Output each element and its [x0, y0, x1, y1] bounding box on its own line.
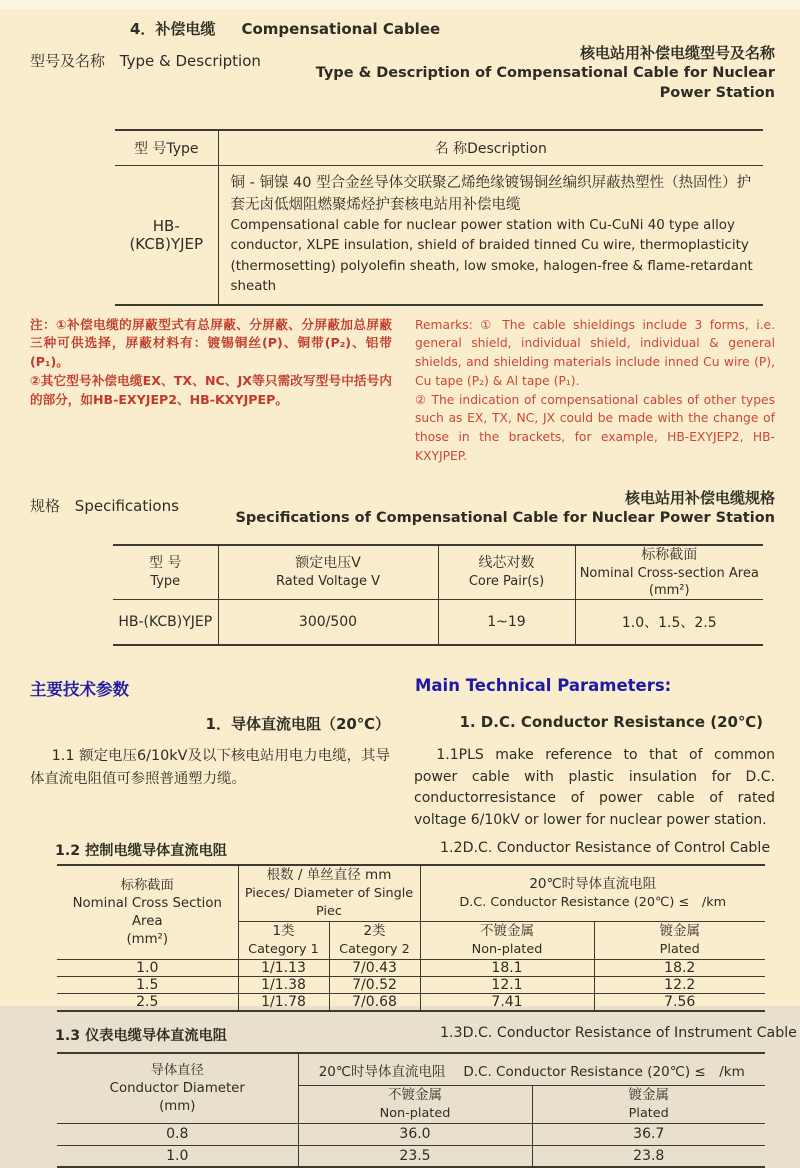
spec-col-crosssection-zh: 标称截面 [641, 546, 698, 563]
type-description-table [115, 129, 763, 306]
control-group-resistance-en: D.C. Conductor Resistance (20℃) ≤ /km [459, 895, 727, 911]
remarks-en-line2: ② The indication of compensational cables of other types such as EX, TX, NC, JX could be made with the change of those in the brackets, for example, HB-EXYJEP2, HB-KXYJPEP. [415, 392, 775, 464]
instrument-col-diameter [57, 1053, 298, 1123]
control-cell: 7/0.52 [329, 977, 420, 994]
spec-col-corepairs [438, 545, 575, 600]
instrument-col-nonplated [298, 1085, 532, 1123]
paragraph-1-1-en: 1.1PLS make reference to that of common power cable with plastic insulation for D.C. conductorresistance of power cable of rated voltage 6/10kV or lower for nuclear power station. [414, 747, 775, 828]
instrument-col-plated-en: Plated [628, 1105, 669, 1121]
spec-label-en: Specifications [74, 496, 179, 515]
type-col-header [115, 130, 218, 165]
instrument-cell: 36.0 [298, 1123, 532, 1145]
section-1-2-en: 1.2D.C. Conductor Resistance of Control Cable [440, 840, 771, 857]
spec-col-corepairs-zh: 线芯对数 [478, 555, 535, 572]
control-group-resistance-zh: 20℃时导体直流电阻 [529, 876, 657, 893]
control-col-nonplated [420, 922, 594, 960]
description-en: Compensational cable for nuclear power station with Cu-CuNi 40 type alloy conductor, XLPE insulation, shield of braided tinned Cu wire, thermoplasticity (thermosetting) polyolefin sheath, low smoke, halogen-free & flame-retardant sheath [230, 217, 753, 294]
control-col-area-text [61, 877, 234, 949]
remarks-en [415, 316, 775, 466]
control-col-nonplated-en: Non-plated [471, 942, 543, 958]
spec-col-crosssection-en: Nominal Cross-section Area (mm²) [579, 565, 759, 598]
control-cell: 12.1 [420, 977, 594, 994]
control-col-nonplated-zh: 不镀金属 [480, 923, 534, 940]
section-1-3-zh: 1.3 仪表电缆导体直流电阻 [55, 1028, 227, 1045]
spec-label-zh: 规格 [30, 496, 61, 515]
table-row [115, 165, 763, 305]
control-cell: 18.1 [420, 960, 594, 977]
instrument-group-resistance: 20℃时导体直流电阻 D.C. Conductor Resistance (20℃) ≤ /km [298, 1053, 765, 1085]
paragraph-1-1-zh: 1.1 额定电压6/10kV及以下核电站用电力电缆，其导体直流电阻值可参照普通塑力缆。 [30, 748, 390, 787]
instrument-col-nonplated-zh: 不镀金属 [388, 1086, 442, 1103]
type-description-header [30, 43, 775, 103]
page-title [130, 0, 800, 38]
control-cell: 2.5 [57, 994, 238, 1012]
main-parameters-zh: 主要技术参数 [30, 680, 129, 700]
remarks-zh-line2: ②其它型号补偿电缆EX、TX、NC、JX等只需改写型号中括号内的部分，如HB-EXYJEP2、HB-KXYJPEP。 [30, 372, 392, 407]
control-col-category1 [238, 922, 329, 960]
spec-label [30, 488, 179, 528]
desc-col-header-en: Description [467, 140, 547, 157]
control-cell: 18.2 [594, 960, 765, 977]
section-right-title [261, 43, 775, 103]
type-col-header-en: Type [166, 140, 199, 157]
control-col-plated-zh: 镀金属 [659, 923, 700, 940]
control-col-category1-en: Category 1 [248, 942, 319, 958]
section-label-zh: 型号及名称 [30, 52, 106, 70]
spec-crosssection-value: 1.0、1.5、2.5 [575, 599, 763, 645]
control-cell: 7.56 [594, 994, 765, 1012]
instrument-col-diameter-zh: 导体直径 [150, 1062, 204, 1078]
spec-header-row [113, 545, 763, 600]
control-cell: 12.2 [594, 977, 765, 994]
control-cell: 1/1.13 [238, 960, 329, 977]
instrument-cell: 23.8 [532, 1145, 765, 1167]
control-data-row [57, 994, 765, 1012]
instrument-resistance-table [57, 1052, 765, 1168]
control-cell: 1.5 [57, 977, 238, 994]
type-value-cell: HB-(KCB)YJEP [115, 165, 218, 305]
control-cell: 7.41 [420, 994, 594, 1012]
type-col-header-zh: 型 号 [133, 140, 167, 157]
spec-col-voltage-zh: 额定电压V [295, 555, 361, 572]
remarks-en-line1: Remarks: ① The cable shieldings include 3 forms, i.e. general shield, individual shield, individual & general shields, and shielding materials include inned Cu wire (P), Cu tape (P₂) & Al tape (P₁). [415, 317, 775, 388]
control-col-area-en: Nominal Cross Section Area [72, 895, 222, 929]
control-col-category2-en: Category 2 [339, 942, 410, 958]
control-resistance-table [57, 864, 765, 1012]
specifications-header [30, 488, 775, 528]
control-header-group-row [57, 865, 765, 922]
specifications-table [113, 544, 763, 647]
instrument-cell: 23.5 [298, 1145, 532, 1167]
right-title-en: Type & Description of Compensational Cable for Nuclear Power Station [315, 65, 775, 101]
spec-col-type [113, 545, 218, 600]
spec-right-title-zh: 核电站用补偿电缆规格 [624, 488, 775, 507]
spec-corepairs-value: 1~19 [438, 599, 575, 645]
control-cell: 7/0.68 [329, 994, 420, 1012]
control-group-pieces-en: Pieces/ Diameter of Single Piec [244, 886, 414, 920]
control-data-row [57, 960, 765, 977]
instrument-col-diameter-text [61, 1062, 294, 1116]
control-cell: 1/1.78 [238, 994, 329, 1012]
spec-voltage-value: 300/500 [218, 599, 438, 645]
instrument-cell: 0.8 [57, 1123, 298, 1145]
control-col-category2 [329, 922, 420, 960]
paragraph-1-1 [30, 745, 775, 831]
spec-right-title-en: Specifications of Compensational Cable for Nuclear Power Station [235, 509, 775, 526]
section-1-3-heading [55, 1025, 800, 1043]
control-cell: 7/0.43 [329, 960, 420, 977]
instrument-col-diameter-en: Conductor Diameter [109, 1080, 245, 1096]
section-1-2-heading [55, 840, 800, 858]
section-1-3-en: 1.3D.C. Conductor Resistance of Instrument Cable [440, 1025, 797, 1042]
spec-type-value: HB-(KCB)YJEP [113, 599, 218, 645]
desc-col-header-zh: 名 称 [434, 140, 468, 157]
main-parameters-heading [30, 676, 775, 700]
control-group-resistance [420, 865, 765, 922]
control-col-area [57, 865, 238, 960]
control-col-category1-zh: 1类 [272, 923, 295, 940]
control-cell: 1.0 [57, 960, 238, 977]
description-zh: 铜 - 铜镍 40 型合金丝导体交联聚乙烯绝缘镀锡铜丝编织屏蔽热塑性（热固性）护套无卤低烟阻燃聚烯烃护套核电站用补偿电缆 [230, 174, 752, 213]
section-label [30, 43, 261, 103]
spec-col-type-en: Type [150, 574, 181, 590]
remarks-zh [30, 316, 392, 466]
control-group-pieces-zh: 根数 / 单丝直径 mm [266, 867, 392, 884]
table-header-row [115, 130, 763, 165]
instrument-header-group-row [57, 1053, 765, 1085]
control-cell: 1/1.38 [238, 977, 329, 994]
resistance-subheading-zh: 1．导体直流电阻（20℃） [205, 715, 390, 734]
spec-col-crosssection [575, 545, 763, 600]
instrument-cell: 1.0 [57, 1145, 298, 1167]
spec-right-title [235, 488, 775, 528]
instrument-col-nonplated-en: Non-plated [379, 1105, 451, 1121]
description-cell [218, 165, 763, 305]
control-col-category2-zh: 2类 [363, 923, 386, 940]
instrument-col-plated [532, 1085, 765, 1123]
page-title-en: Compensational Cablee [241, 20, 441, 38]
control-group-pieces [238, 865, 420, 922]
instrument-data-row [57, 1145, 765, 1167]
control-col-area-unit: (mm²) [126, 931, 169, 947]
control-col-area-zh: 标称截面 [120, 877, 174, 893]
section-1-2-zh: 1.2 控制电缆导体直流电阻 [55, 843, 227, 860]
resistance-subheading-en: 1. D.C. Conductor Resistance (20℃) [459, 713, 763, 732]
right-title-zh: 核电站用补偿电缆型号及名称 [579, 44, 775, 62]
spec-col-corepairs-en: Core Pair(s) [468, 574, 545, 590]
instrument-col-diameter-unit: (mm) [159, 1098, 196, 1114]
control-col-plated-en: Plated [659, 942, 700, 958]
section-label-en: Type & Description [119, 52, 261, 70]
remarks-section [30, 316, 775, 466]
control-data-row [57, 977, 765, 994]
spec-data-row [113, 599, 763, 645]
instrument-data-row [57, 1123, 765, 1145]
spec-col-voltage-en: Rated Voltage V [276, 574, 380, 590]
spec-col-voltage [218, 545, 438, 600]
resistance-subheading [0, 713, 800, 734]
spec-col-type-zh: 型 号 [149, 555, 182, 572]
instrument-col-plated-zh: 镀金属 [628, 1086, 669, 1103]
main-parameters-en: Main Technical Parameters: [415, 676, 672, 696]
remarks-zh-line1: 注：①补偿电缆的屏蔽型式有总屏蔽、分屏蔽、分屏蔽加总屏蔽三种可供选择，屏蔽材料有：镀锡铜丝(P)、铜带(P₂)、铝带(P₁)。 [30, 316, 392, 370]
desc-col-header [218, 130, 763, 165]
control-col-plated [594, 922, 765, 960]
instrument-cell: 36.7 [532, 1123, 765, 1145]
page-title-zh: 4．补偿电缆 [130, 20, 216, 38]
